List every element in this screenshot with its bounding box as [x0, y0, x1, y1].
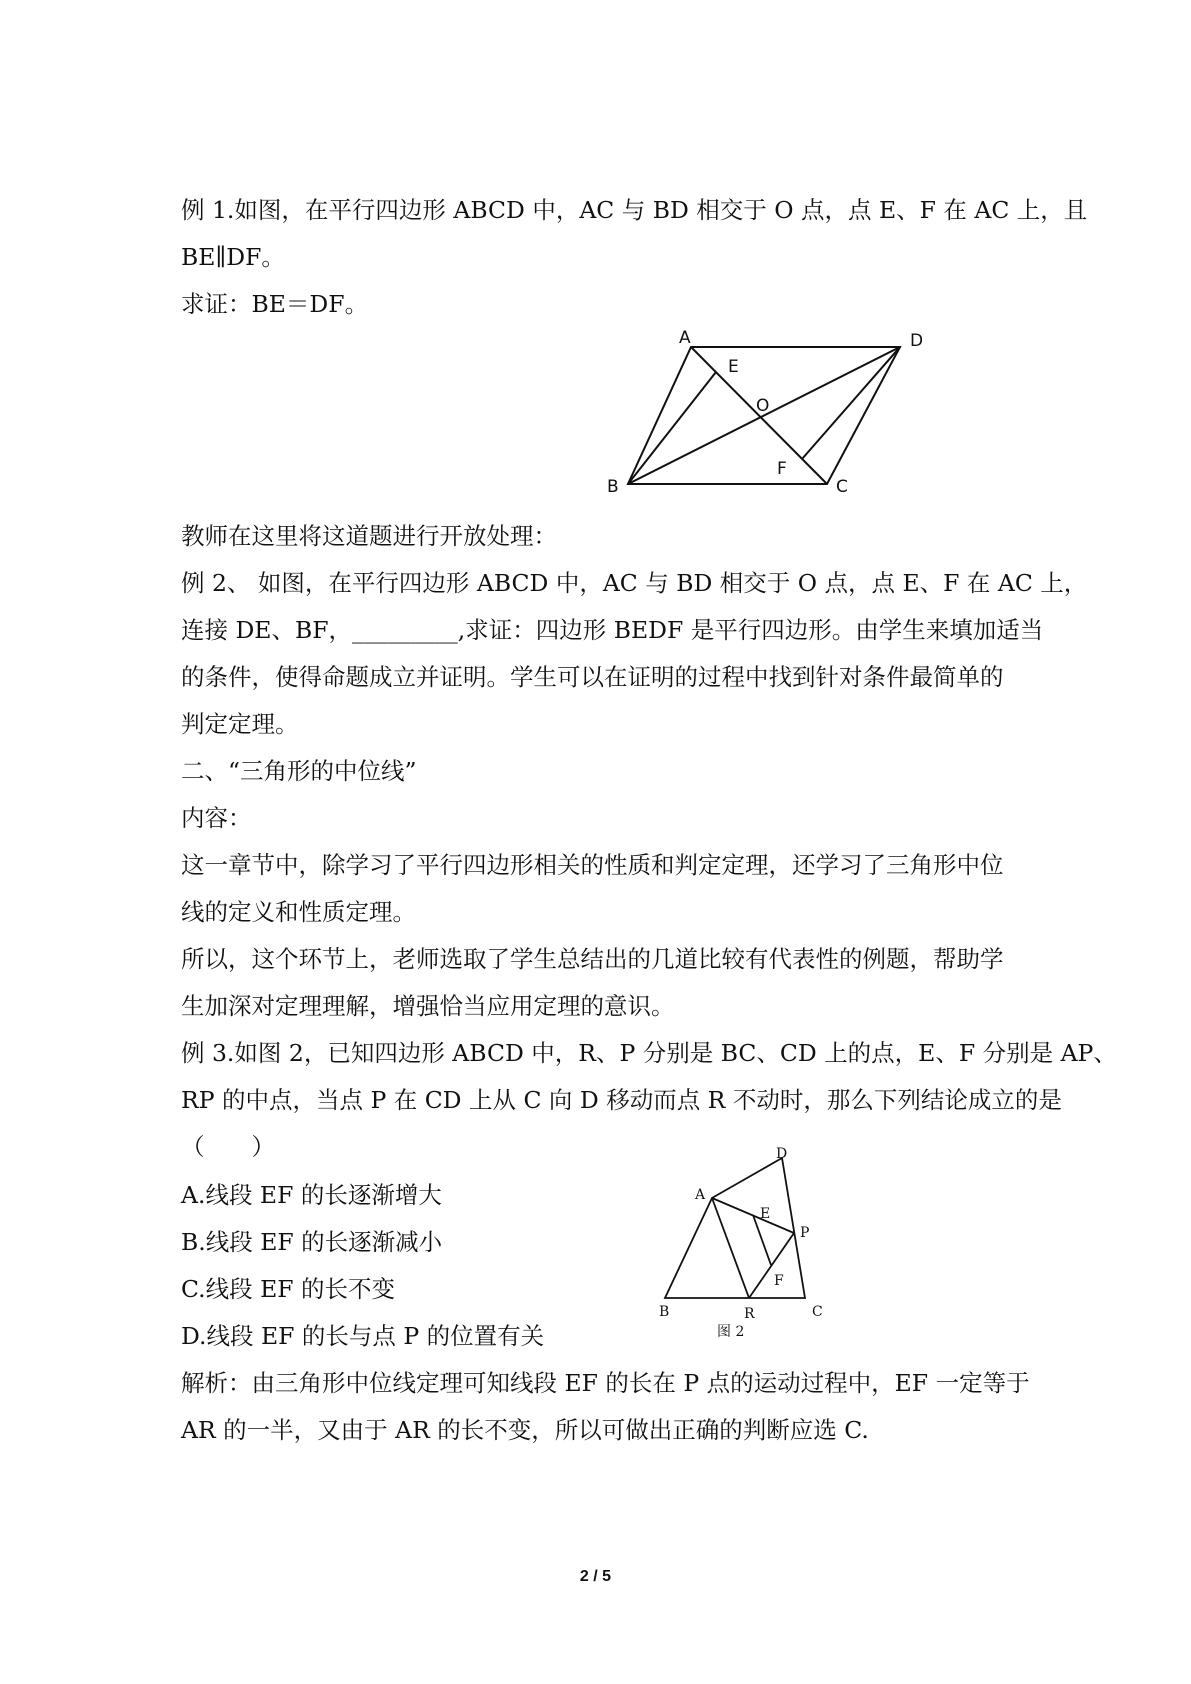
label-b: B [659, 1304, 670, 1320]
text-line: 教师在这里将这道题进行开放处理： [181, 522, 557, 550]
text-line: 的条件，使得命题成立并证明。学生可以在证明的过程中找到针对条件最简单的 [181, 663, 1004, 691]
label-c: C [836, 477, 848, 497]
label-f: F [777, 459, 787, 479]
label-b: B [607, 477, 619, 497]
label-c: C [812, 1304, 823, 1320]
label-a: A [695, 1187, 706, 1203]
text-line: 求证：BE＝DF。 [181, 290, 369, 318]
label-e: E [728, 357, 739, 377]
text-line: BE∥DF。 [181, 243, 285, 271]
page-number: 2 / 5 [579, 1568, 612, 1585]
label-r: R [744, 1306, 755, 1322]
figure-caption: 图 2 [717, 1324, 745, 1340]
text-line: 解析：由三角形中位线定理可知线段 EF 的长在 P 点的运动过程中，EF 一定等于 [181, 1369, 1030, 1397]
segment-df [802, 347, 900, 459]
text-line: 例 3.如图 2，已知四边形 ABCD 中，R、P 分别是 BC、CD 上的点，E、F 分别是 AP、 [181, 1039, 1117, 1067]
text-line: 这一章节中，除学习了平行四边形相关的性质和判定定理，还学习了三角形中位 [181, 851, 1004, 879]
text-line: 判定定理。 [181, 710, 299, 738]
label-d: D [776, 1146, 788, 1162]
text-line: 内容： [181, 804, 252, 832]
parallelogram-figure [595, 322, 925, 502]
label-e: E [760, 1206, 771, 1222]
section-heading: 二、“三角形的中位线” [181, 757, 417, 785]
segment-ar [712, 1198, 749, 1298]
label-a: A [679, 328, 691, 348]
quadrilateral-figure [655, 1145, 845, 1345]
text-line: AR 的一半，又由于 AR 的长不变，所以可做出正确的判断应选 C. [181, 1416, 869, 1444]
option-d: D.线段 EF 的长与点 P 的位置有关 [181, 1322, 545, 1350]
text-line: 所以，这个环节上，老师选取了学生总结出的几道比较有代表性的例题，帮助学 [181, 945, 1004, 973]
segment-rp [749, 1233, 794, 1298]
option-b: B.线段 EF 的长逐渐减小 [181, 1228, 443, 1256]
text-line: 线的定义和性质定理。 [181, 898, 416, 926]
text-line: 连接 DE、BF，_________,求证：四边形 BEDF 是平行四边形。由学生来填加适当 [181, 616, 1044, 644]
label-p: P [800, 1225, 810, 1241]
label-f: F [774, 1273, 784, 1289]
text-line: RP 的中点，当点 P 在 CD 上从 C 向 D 移动而点 R 不动时，那么下列结论成立的是 [181, 1086, 1062, 1114]
figure2-lines [665, 1158, 805, 1298]
option-c: C.线段 EF 的长不变 [181, 1275, 396, 1303]
option-a: A.线段 EF 的长逐渐增大 [181, 1181, 442, 1209]
answer-bracket: （ ） [181, 1133, 275, 1161]
text-line: 生加深对定理理解，增强恰当应用定理的意识。 [181, 992, 675, 1020]
text-line: 例 1.如图，在平行四边形 ABCD 中，AC 与 BD 相交于 O 点，点 E、F 在 AC 上，且 [181, 196, 1088, 224]
label-o: O [756, 396, 770, 416]
text-line: 例 2、 如图，在平行四边形 ABCD 中，AC 与 BD 相交于 O 点，点 E、F 在 AC 上， [181, 569, 1088, 597]
label-d: D [910, 331, 924, 351]
